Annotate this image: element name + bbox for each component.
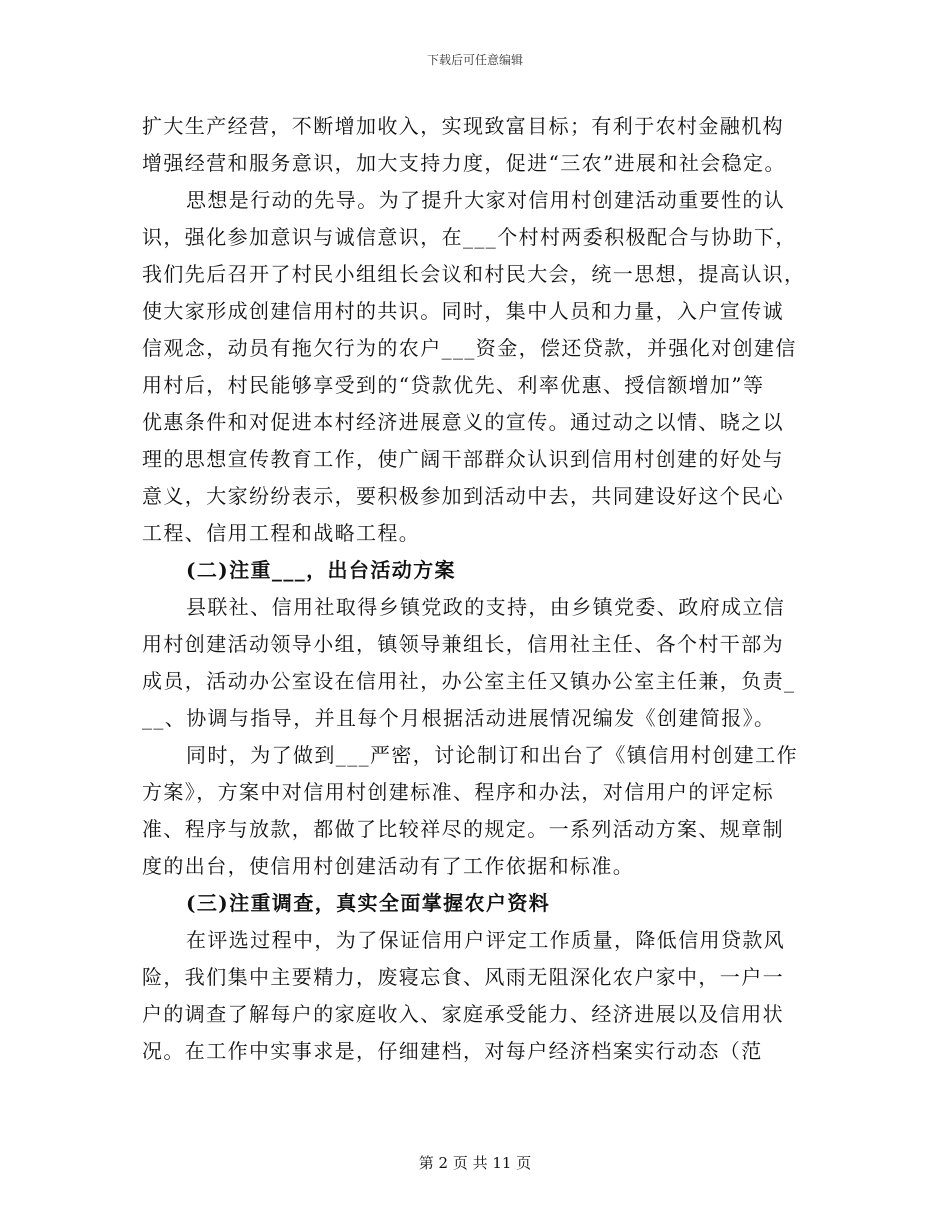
- section-heading: (三)注重调查，真实全面掌握农户资料: [186, 891, 551, 915]
- text-line: 准、程序与放款，都做了比较祥尽的规定。一系列活动方案、规章制: [142, 817, 784, 841]
- text-line: 扩大生产经营，不断增加收入，实现致富目标；有利于农村金融机构: [142, 114, 784, 138]
- text-line: 况。在工作中实事求是，仔细建档，对每户经济档案实行动态（范: [142, 1039, 763, 1063]
- text-line: 方案》，方案中对信用村创建标准、程序和办法，对信用户的评定标: [142, 780, 774, 804]
- text-line: 信观念，动员有拖欠行为的农户___资金，偿还贷款，并强化对创建信: [142, 336, 797, 360]
- text-line: 县联社、信用社取得乡镇党政的支持，由乡镇党委、政府成立信: [186, 595, 786, 619]
- text-line: 意义，大家纷纷表示，要积极参加到活动中去，共同建设好这个民心: [142, 484, 784, 508]
- text-line: 优惠条件和对促进本村经济进展意义的宣传。通过动之以情、晓之以: [142, 410, 784, 434]
- text-line: 用村创建活动领导小组，镇领导兼组长，信用社主任、各个村干部为: [142, 632, 784, 656]
- page-header: 下载后可任意编辑: [426, 53, 523, 67]
- text-line: 增强经营和服务意识，加大支持力度，促进“三农”进展和社会稳定。: [142, 151, 786, 175]
- section-heading: (二)注重___，出台活动方案: [186, 558, 456, 582]
- text-line: 我们先后召开了村民小组组长会议和村民大会，统一思想，提高认识，: [142, 262, 806, 286]
- text-line: 识，强化参加意识与诚信意识，在___个村村两委积极配合与协助下，: [142, 225, 797, 249]
- text-line: 理的思想宣传教育工作，使广阔干部群众认识到信用村创建的好处与: [142, 447, 784, 471]
- text-line: 工程、信用工程和战略工程。: [142, 521, 421, 545]
- document-body: [142, 108, 812, 1070]
- text-line: 同时，为了做到___严密，讨论制订和出台了《镇信用村创建工作: [186, 743, 798, 767]
- text-line: __、协调与指导，并且每个月根据活动进展情况编发《创建简报》。: [142, 706, 776, 730]
- text-line: 思想是行动的先导。为了提升大家对信用村创建活动重要性的认: [186, 188, 786, 212]
- text-line: 险，我们集中主要精力，废寝忘食、风雨无阻深化农户家中，一户一: [142, 965, 784, 989]
- text-line: 用村后，村民能够享受到的“贷款优先、利率优惠、授信额增加”等: [142, 373, 765, 397]
- text-line: 在评选过程中，为了保证信用户评定工作质量，降低信用贷款风: [186, 928, 786, 952]
- page-number: 第 2 页 共 11 页: [418, 1154, 532, 1172]
- text-line: 成员，活动办公室设在信用社，办公室主任又镇办公室主任兼，负责_: [142, 669, 796, 693]
- text-line: 使大家形成创建信用村的共识。同时，集中人员和力量，入户宣传诚: [142, 299, 784, 323]
- text-line: 度的出台，使信用村创建活动有了工作依据和标准。: [142, 854, 635, 878]
- text-line: 户的调查了解每户的家庭收入、家庭承受能力、经济进展以及信用状: [142, 1002, 784, 1026]
